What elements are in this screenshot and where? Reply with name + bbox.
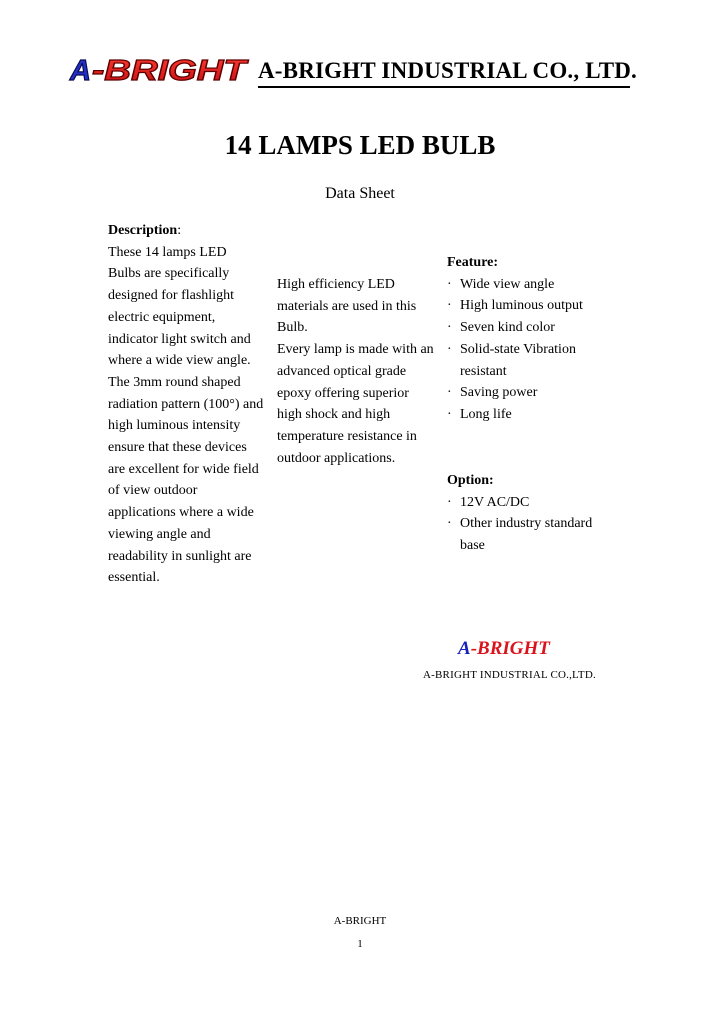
materials-line: Bulb. <box>277 320 308 336</box>
bullet-mark: · <box>447 298 452 314</box>
feature-item-continuation: resistant <box>460 363 507 379</box>
logo-graphic <box>66 54 252 86</box>
feature-item-label: Wide view angle <box>460 276 555 292</box>
materials-line: materials are used in this <box>277 298 417 314</box>
feature-item-label: Saving power <box>460 385 538 401</box>
logo-letter-a: A <box>70 55 91 86</box>
description-line: are excellent for wide field <box>108 461 259 477</box>
option-item <box>447 492 647 514</box>
feature-item-label: Solid-state Vibration <box>460 341 576 357</box>
feature-item-label: High luminous output <box>460 298 583 314</box>
feature-item-label: Seven kind color <box>460 320 555 336</box>
page-footer-brand: A-BRIGHT <box>333 915 387 927</box>
description-line: Bulbs are specifically <box>108 266 230 282</box>
feature-section <box>447 252 647 426</box>
document-title: 14 LAMPS LED BULB <box>224 130 496 160</box>
footer-logo <box>458 638 550 660</box>
feature-item <box>447 339 647 361</box>
materials-line: epoxy offering superior <box>277 385 409 401</box>
footer-logo-rest: -BRIGHT <box>470 638 550 659</box>
description-line: readability in sunlight are <box>108 548 252 564</box>
description-line: The 3mm round shaped <box>108 374 241 390</box>
bullet-mark: · <box>447 516 452 532</box>
page-number: 1 <box>357 938 363 950</box>
feature-item <box>447 404 647 426</box>
description-line: designed for flashlight <box>108 288 234 304</box>
option-item-label: Other industry standard <box>460 516 593 532</box>
option-item <box>447 513 647 535</box>
materials-line: advanced optical grade <box>277 363 407 379</box>
materials-line: temperature resistance in <box>277 428 417 444</box>
description-line: ensure that these devices <box>108 440 247 456</box>
materials-section <box>277 274 447 469</box>
description-line: where a wide view angle. <box>108 353 251 369</box>
bullet-mark: · <box>447 385 452 401</box>
description-line: viewing angle and <box>108 526 211 542</box>
description-line: indicator light switch and <box>108 331 251 347</box>
option-section <box>447 470 647 557</box>
bullet-mark: · <box>447 494 452 510</box>
feature-item-label: Long life <box>460 406 512 422</box>
logo-letters-bright: -BRIGHT <box>92 55 249 86</box>
materials-line: outdoor applications. <box>277 450 396 466</box>
feature-item <box>447 317 647 339</box>
description-line: These 14 lamps LED <box>108 244 227 260</box>
bullet-mark: · <box>447 320 452 336</box>
option-heading: Option: <box>447 473 494 488</box>
feature-item <box>447 295 647 317</box>
company-logo <box>66 54 252 86</box>
feature-item <box>447 382 647 404</box>
bullet-mark: · <box>447 341 452 357</box>
option-item-continuation: base <box>460 538 485 554</box>
feature-item <box>447 274 647 296</box>
description-heading-label: Description <box>108 223 178 238</box>
description-line: radiation pattern (100°) and <box>108 396 264 412</box>
description-section <box>108 220 276 589</box>
materials-line: High efficiency LED <box>277 277 395 292</box>
materials-line: high shock and high <box>277 407 391 423</box>
description-line: essential. <box>108 570 160 586</box>
materials-line: Every lamp is made with an <box>277 342 434 358</box>
page-header <box>66 52 666 92</box>
description-line: applications where a wide <box>108 505 254 521</box>
footer-company-name: A-BRIGHT INDUSTRIAL CO.,LTD. <box>423 669 596 681</box>
feature-heading: Feature: <box>447 255 499 270</box>
header-company-name: A-BRIGHT INDUSTRIAL CO., LTD. <box>258 58 638 83</box>
document-subtitle: Data Sheet <box>325 185 395 202</box>
bullet-mark: · <box>447 406 452 422</box>
description-heading-colon: : <box>177 223 182 238</box>
description-line: of view outdoor <box>108 483 198 499</box>
bullet-mark: · <box>447 276 452 292</box>
description-line: electric equipment, <box>108 309 216 325</box>
description-line: high luminous intensity <box>108 418 241 434</box>
footer-logo-a: A <box>458 638 471 659</box>
option-item-label: 12V AC/DC <box>460 494 530 510</box>
header-divider <box>258 86 630 88</box>
description-heading <box>108 220 276 242</box>
